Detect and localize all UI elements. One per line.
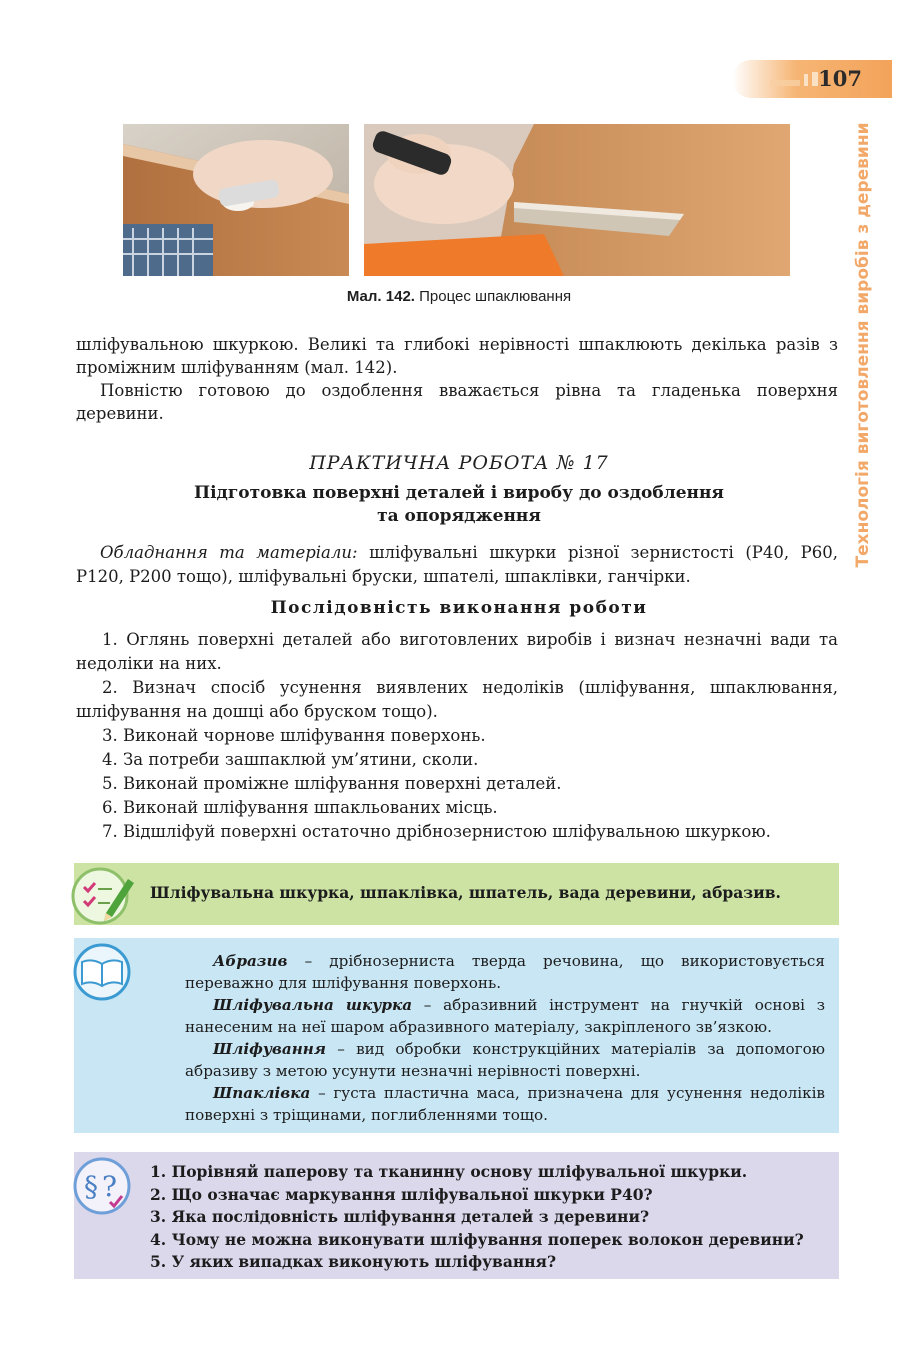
keywords-box bbox=[74, 863, 839, 925]
chapter-side-title: Технологія виготовлення виробів з деревини bbox=[853, 122, 873, 568]
equipment-label: Обладнання та матеріали: bbox=[100, 543, 358, 562]
question-item: 5. У яких випадках виконують шліфування? bbox=[150, 1252, 557, 1271]
steps-list bbox=[76, 628, 838, 844]
pencil-checklist-icon bbox=[70, 865, 136, 927]
step-item: 1. Оглянь поверхні деталей або виготовлених виробів і визнач незначні вади та недоліки на них. bbox=[76, 630, 838, 673]
figure-photo-right bbox=[364, 124, 790, 276]
intro-text bbox=[76, 333, 838, 425]
definitions-box bbox=[74, 938, 839, 1133]
page-number: 107 bbox=[818, 66, 862, 91]
definition-text: – густа пластична маса, призначена для усунення недоліків поверхні з тріщинами, поглибленнями тощо. bbox=[185, 1084, 825, 1124]
practical-subtitle-line-2: та опорядження bbox=[377, 506, 541, 526]
definitions-list bbox=[185, 950, 825, 1126]
definition-item bbox=[185, 950, 825, 994]
question-item: 2. Що означає маркування шліфувальної шкурки Р40? bbox=[150, 1184, 653, 1204]
sequence-title: Послідовність виконання роботи bbox=[270, 598, 648, 618]
figure-caption bbox=[0, 288, 918, 305]
definition-term: Абразив bbox=[213, 952, 288, 970]
step-item: 6. Виконай шліфування шпакльованих місць. bbox=[102, 798, 498, 817]
practical-subtitle bbox=[150, 482, 768, 528]
step-item: 4. За потреби зашпаклюй ум’ятини, сколи. bbox=[102, 750, 479, 769]
figure-photo-left bbox=[123, 124, 349, 276]
definition-term: Шліфувальна шкурка bbox=[213, 996, 413, 1014]
figure-caption-text: Процес шпаклювання bbox=[419, 288, 572, 305]
page-number-tab bbox=[732, 60, 892, 98]
step-item: 2. Визнач спосіб усунення виявлених недоліків (шліфування, шпаклювання, шліфування на дошці або бруском тощо). bbox=[76, 678, 838, 721]
step-item: 3. Виконай чорнове шліфування поверхонь. bbox=[102, 726, 486, 745]
definition-item bbox=[185, 1038, 825, 1082]
figure-caption-label: Мал. 142. bbox=[346, 288, 415, 305]
open-book-icon bbox=[72, 942, 134, 1004]
questions-list bbox=[150, 1161, 804, 1274]
definition-term: Шпаклівка bbox=[213, 1084, 311, 1102]
intro-paragraph-2: Повністю готовою до оздоблення вважається рівна та гладенька поверхня деревини. bbox=[76, 381, 838, 423]
intro-paragraph-1: шліфувальною шкуркою. Великі та глибокі нерівності шпаклюють декілька разів з проміжним шліфуванням (мал. 142). bbox=[76, 335, 838, 377]
definition-item bbox=[185, 1082, 825, 1126]
definition-item bbox=[185, 994, 825, 1038]
question-item: 3. Яка послідовність шліфування деталей з деревини? bbox=[150, 1207, 650, 1226]
definition-text: – дрібнозерниста тверда речовина, що використовується переважно для шліфування поверхонь. bbox=[185, 952, 825, 992]
svg-text:?: ? bbox=[102, 1170, 118, 1203]
svg-text:§: § bbox=[84, 1170, 98, 1203]
equipment-text: шліфувальні шкурки різної зернистості (Р40, Р60, Р120, Р200 тощо), шліфувальні бруски, шпателі, шпаклівки, ганчірки. bbox=[76, 543, 838, 586]
equipment-paragraph bbox=[76, 541, 838, 589]
questions-box bbox=[74, 1152, 839, 1279]
question-item: 1. Порівняй паперову та тканинну основу шліфувальної шкурки. bbox=[150, 1162, 748, 1181]
definition-term: Шліфування bbox=[213, 1040, 326, 1058]
step-item: 7. Відшліфуй поверхні остаточно дрібнозернистою шліфувальною шкуркою. bbox=[102, 822, 771, 841]
paragraph-question-icon bbox=[72, 1156, 134, 1218]
step-item: 5. Виконай проміжне шліфування поверхні деталей. bbox=[102, 774, 562, 793]
definition-text: – абразивний інструмент на гнучкій основі з нанесеним на неї шаром абразивного матеріалу, закріпленого зв’язкою. bbox=[185, 996, 825, 1036]
definition-text: – вид обробки конструкційних матеріалів за допомогою абразиву з метою усунути незначні нерівності поверхні. bbox=[185, 1040, 825, 1080]
question-item: 4. Чому не можна виконувати шліфування поперек волокон деревини? bbox=[150, 1229, 804, 1249]
keywords-text: Шліфувальна шкурка, шпаклівка, шпатель, вада деревини, абразив. bbox=[150, 883, 781, 902]
practical-title: ПРАКТИЧНА РОБОТА № 17 bbox=[309, 452, 609, 474]
practical-subtitle-line-1: Підготовка поверхні деталей і виробу до оздоблення bbox=[194, 483, 724, 503]
